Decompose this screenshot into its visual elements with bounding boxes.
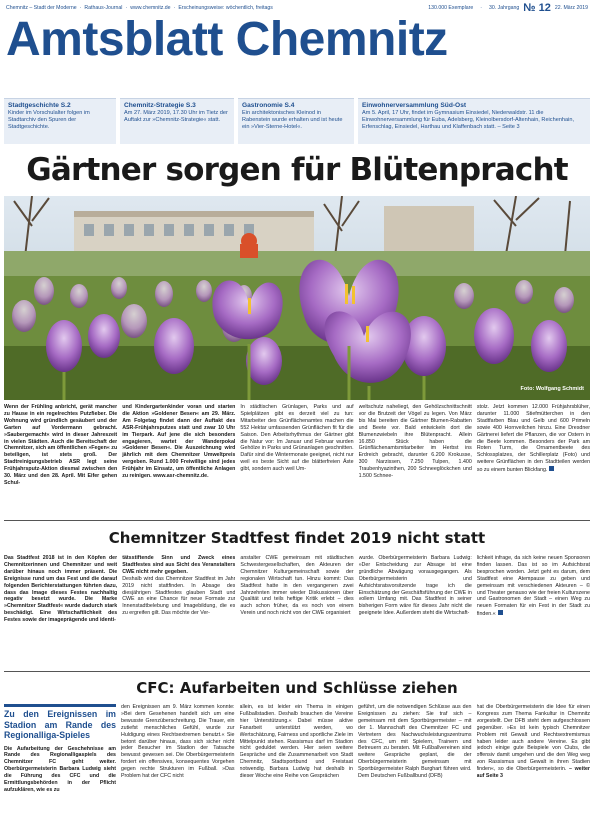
article-column — [477, 555, 590, 665]
topbar-item[interactable]: www.chemnitz.de — [130, 5, 171, 11]
article-stadtfest — [4, 555, 590, 665]
section-divider — [4, 671, 590, 672]
teaser-body: Ein architektonisches Kleinod in Rabenstein wurde erhalten und ist heute ein »Vier-Sterne-Hotel«. — [242, 110, 343, 130]
issue-date: 22. März 2019 — [554, 5, 588, 11]
teaser-title: Einwohnerversammlung Süd-Ost — [362, 102, 467, 109]
article-text: lichkeit infrage, da sich keine neuen Sponsoren finden lassen. Das ist so im Aufsichtsrat besprochen worden. Jetzt geht es darum, dem Stadtfest eine Atempause zu geben und gemeinsam mit verschiedenen Akteuren – © und Theater genauso wie der freien Kulturszene und Gastronomen der Stadt – einen Weg zu neuen Formaten für ein Fest in der Stadt zu finden.« — [476, 555, 591, 618]
teaser-stadtgeschichte[interactable] — [4, 98, 116, 144]
sidebar-box — [4, 704, 116, 820]
end-mark — [549, 466, 554, 471]
article-column: anstalter CWE gemeinsam mit städtischen Schwestergesellschaften, den Akteuren der Chemnitzer Kulturgemeinschaft sowie der regionalen Wirtschaft tun. Hinzu kommt: Das Stadtfest hatte in den vergangenen zwei Jahrzehnten immer wieder Diskussionen über Qualität und teils heftige Kritik erlebt – dies auch schon früher, da es noch von einem Verein und noch nicht von der CWE organisiert — [240, 555, 354, 617]
article-column — [122, 555, 235, 665]
sidebar-body: Die Aufarbeitung der Geschehnisse am Rande des Regionalligaspiels des Chemnitzer FC geht weiter. Oberbürgermeisterin Barbara Ludwig sieht die Führung des CFC und die Ermittlungsbehörden in der Pflicht aufzuklären, wie es zu — [4, 745, 116, 793]
headline-stadtfest: Chemnitzer Stadtfest findet 2019 nicht statt — [108, 529, 486, 547]
main-headline: Gärtner sorgen für Blütenpracht — [26, 152, 568, 188]
crocus-photo-illustration — [4, 196, 590, 400]
circulation: 130.000 Exemplare — [428, 5, 474, 11]
teaser-title: Gastronomie S.4 — [242, 102, 295, 109]
article-column: wurde. Oberbürgermeisterin Barbara Ludwig: »Der Entscheidung zur Absage ist eine gründliche Abwägung vorausgegangen. Als Oberbürgermeisterin und Aufsichtsratsvorsitzende trage ich die Einschätzung der Geschäftsführung der CWE in vollem Umfang mit. Das Stadtfest in seiner bisherigen Form wäre für dieses Jahr nicht die geeignete Idee. Außerdem steht die Wirtschaft- — [358, 555, 472, 617]
sidebar-heading: Zu den Ereignissen im Stadion am Rande des Regionalliga-Spieles — [4, 704, 116, 741]
top-info-bar: Chemnitz – Stadt der Moderne · Rathaus-Journal · www.chemnitz.de · Erscheinungsweise: wöchentlich, freitags 130.000 Exemplare · 30. Jahrgang № 12 22. März 2019 — [6, 2, 588, 14]
teaser-title: Chemnitz-Strategie S.3 — [124, 102, 196, 109]
photo-credit: Foto: Wolfgang Schmidt — [520, 386, 584, 392]
teaser-gastronomie[interactable] — [238, 98, 354, 144]
crocus-photo — [4, 196, 590, 400]
article-text: hat die Oberbürgermeisterin die Idee für einen Kongress zum Thema Fankultur in Chemnitz vorgestellt. Der DFB steht dem aufgeschlossen gegenüber. »Es ist kein typisch Chemnitzer Problem mit Gewalt und Rechtsextremismus haben leider auch andere Vereine. Es gibt jedoch einige gute Beispiele von Clubs, die offensiv damit umgehen und die den Weg weg von Rassismus und Gewalt in ihren Stadien finden«, so die Oberbürgermeisterin. — [476, 704, 590, 773]
volume: 30. Jahrgang — [488, 5, 520, 11]
article-column: weltschutz naheliegt, den Gehölzschnittschnitt vor die Brutzeit der Vögel zu legen. Von März bis Mai bereiten die Gärtner Blumen-Rabatten und Beete vor. Bald entwickeln dort die Blumenzwiebeln ihre Blütenpracht. Allein 16.850 Stück haben die Grünflächenamtsmitarbeiter im Herbst ins Erdreich gebracht, darunter 6.200 Krokusse, 300 Narzissen, 7.250 Tulpen, 1.400 Traubenhyazinthen, 200 Schneeglöckchen und 1.500 Schnee- — [358, 404, 472, 480]
issue-number: № 12 — [523, 2, 551, 14]
section-divider — [4, 520, 590, 521]
teaser-body: Am 5. April, 17 Uhr, findet im Gymnasium Einsiedel, Niederwaldstr. 11 die Einwohnerversammlung für Euba, Adelsberg, Kleinolbersdorf-Altenhain, Reichenhain, Erfenschlag, Einsiedel, Harthau und Klaffenbach statt. – Seite 3 — [362, 110, 575, 130]
teaser-body: Kinder im Vorschulalter folgen im Stadtarchiv den Spuren der Stadtgeschichte. — [8, 110, 90, 130]
article-cfc — [4, 704, 590, 820]
article-column: geführt, um die notwendigen Schlüsse aus den Ereignissen zu ziehen: Sie traf sich – gemeinsam mit dem Sportbürgermeister – mit der 1. Mannschaft des Chemnitzer FC und Vertretern des Nachwuchsleistungszentrums des CFC, um mit Spielern, Trainern und Betreuern zu beraten. Mit Fußballvereinen sind weitere Gespräche geplant, die der Oberbürgermeisterin gemeinsam mit Sportbürgermeister Ralph Burghart führen wird. Dem Deutschen Fußballbund (DFB) — [358, 704, 472, 780]
article-column: allein, es ist leider ein Thema in einigen Fußballstadien. Deshalb brauchen die Vereine hier Unterstützung.« Dabei müsse aktive Fanarbeit unterstützt werden, wo Wertschätzung, Fairness und sportliche Ziele im Mittelpunkt stehen. Rassismus darf im Stadion nicht geduldet werden. Hier seien weitere Gespräche und die Zusammenarbeit von Stadt Chemnitz, Stadtsportbund und Freistaat notwendig. Barbara Ludwig hat deshalb in dieser Woche eine Reihe von Gesprächen — [239, 704, 353, 780]
article-column — [477, 704, 591, 820]
topbar-item: Erscheinungsweise: wöchentlich, freitags — [178, 5, 273, 11]
article-column: und Kindergartenkinder voran und starten die Aktion »Goldener Besen« am 29. März. Am Folgetag findet dann der Auftakt des ASR-Frühjahrsputzes statt und zwar 10 Uhr im Tierpark. Auf jene die sich besonders engagieren, wartet der Wanderpokal »Goldener Besen«. Die Auszeichnung wird jährlich mit dem Chemnitzer Umweltpreis vergeben. Rund 1.000 Freiwillige sind jedes Frühjahr im Einsatz, um öffentliche Anlagen zu reinigen. www.asr-chemnitz.de. — [122, 404, 236, 480]
article-text: stolz. Jetzt kommen 12.000 Frühjahrsblüher, darunter 11.000 Stiefmütterchen in den Stadtfarben Blau und Gelb und 600 Primeln sowie 400 Hornveilchen hinzu. Eine Dresdner Gärtnerei liefert die Pflanzen, die vor Ostern in die Beete kommen. Besonders der Park am Roten Turm, die Ornamentbeete des Schlossplatzes, der Schillerplatz (Foto) und weitere Grünflächen in den Stadtteilen werden so zu einem bunten Blickfang. — [476, 404, 591, 474]
teaser-title: Stadtgeschichte S.2 — [8, 102, 71, 109]
article-column: den Ereignissen am 9. März kommen konnte: »Bei dem Gesehenen handelt sich um eine bewusste Grenzüberschreitung. Die Trauer, ein zutiefst menschliches Gefühl, wurde zur Huldigung eines Rechtsextremen benutzt.« Sie betont darüber hinaus, dass sich sicher nicht jeder Besucher im Stadion der Tatsache bewusst gewesen sei. Die Oberbürgermeisterin fordert ein offensives, konsequentes Vorgehen gegen rechte Strukturen im Fußball. »Das Problem hat der CFC nicht — [121, 704, 235, 780]
masthead-title: Amtsblatt Chemnitz — [6, 13, 448, 66]
article-bluetenpracht — [4, 404, 590, 512]
teaser-einwohnerversammlung[interactable] — [358, 98, 590, 144]
continued-link[interactable]: – weiter auf Seite 3 — [476, 766, 590, 780]
end-mark — [498, 610, 503, 615]
teaser-row — [4, 98, 590, 144]
topbar-item: Rathaus-Journal — [84, 5, 123, 11]
teaser-body: Am 27. März 2019, 17.30 Uhr im Tietz der Auftakt zur »Chemnitz-Strategie« statt. — [124, 110, 228, 123]
teaser-chemnitz-strategie[interactable] — [120, 98, 234, 144]
article-column: Das Stadtfest 2018 ist in den Köpfen der Chemnitzerinnen und Chemnitzer und weit darüber hinaus noch immer präsent. Die Ereignisse rund um das Fest und die darauf folgenden Berichterstattungen führten dazu, dass das Image dieses Festes nachhaltig negativ besetzt wurde. Die Marke »Chemnitzer Stadtfest« wurde dadurch stark beschädigt. Eine Wirtschaftlichkeit des Festes sowie der imageprägende und identi- — [4, 555, 118, 624]
article-column: Wenn der Frühling anbricht, gerät mancher zu Hause in ein regelrechtes Putzfieber. Die Wohnung wird gründlich gesäubert und der Garten auf Vordermann gebracht. »Saubergemacht« wird in dieser Jahreszeit in vielen Städten. Auch die Bereitschaft der Chemnitzer, sich am öffentlichen »Fegen« zu beteiligen, ist stets groß. Der Stadtreinigungsbetrieb ASR legt seine Frühjahrsputz-Aktion diesmal zwischen den 30. März und den 28. April. Mit Eifer gehen Schul- — [4, 404, 118, 486]
article-text-bold: tätsstiftende Sinn und Zweck eines Stadtfestes sind aus Sicht des Veranstalters CWE nicht mehr gegeben. — [122, 555, 236, 575]
article-text: Deshalb wird das Chemnitzer Stadtfest im Jahr 2019 nicht stattfinden. In Absage des diesjährigen Stadtfestes glauben Stadt und CWE an eine Chance für neue Formate zur Innenstadtbelebung und Imagebildung, die es zu ergreifen gilt. Das möchte der Ver- — [122, 575, 236, 617]
article-column — [477, 404, 590, 512]
topbar-item: Chemnitz – Stadt der Moderne — [6, 5, 77, 11]
article-column: In städtischen Grünlagen, Parks und auf Spielplätzen gibt es derzeit viel zu tun: Mitarbeiter des Grünflächenamtes machen die 552 Hektar umfassenden Grünflächen fit für die Saison. Den Arbeitsrhythmus der Gärtner gibt die Natur vor: Im Januar und Februar wurden Gehölze in Parks und Grünanlagen geschnitten. Dafür sind die Wintermonate geeignet, nicht nur weil es beste Sicht auf die blätterfreien Äste gibt, sondern auch weil Um- — [240, 404, 354, 473]
headline-cfc: CFC: Aufarbeiten und Schlüsse ziehen — [136, 679, 458, 697]
